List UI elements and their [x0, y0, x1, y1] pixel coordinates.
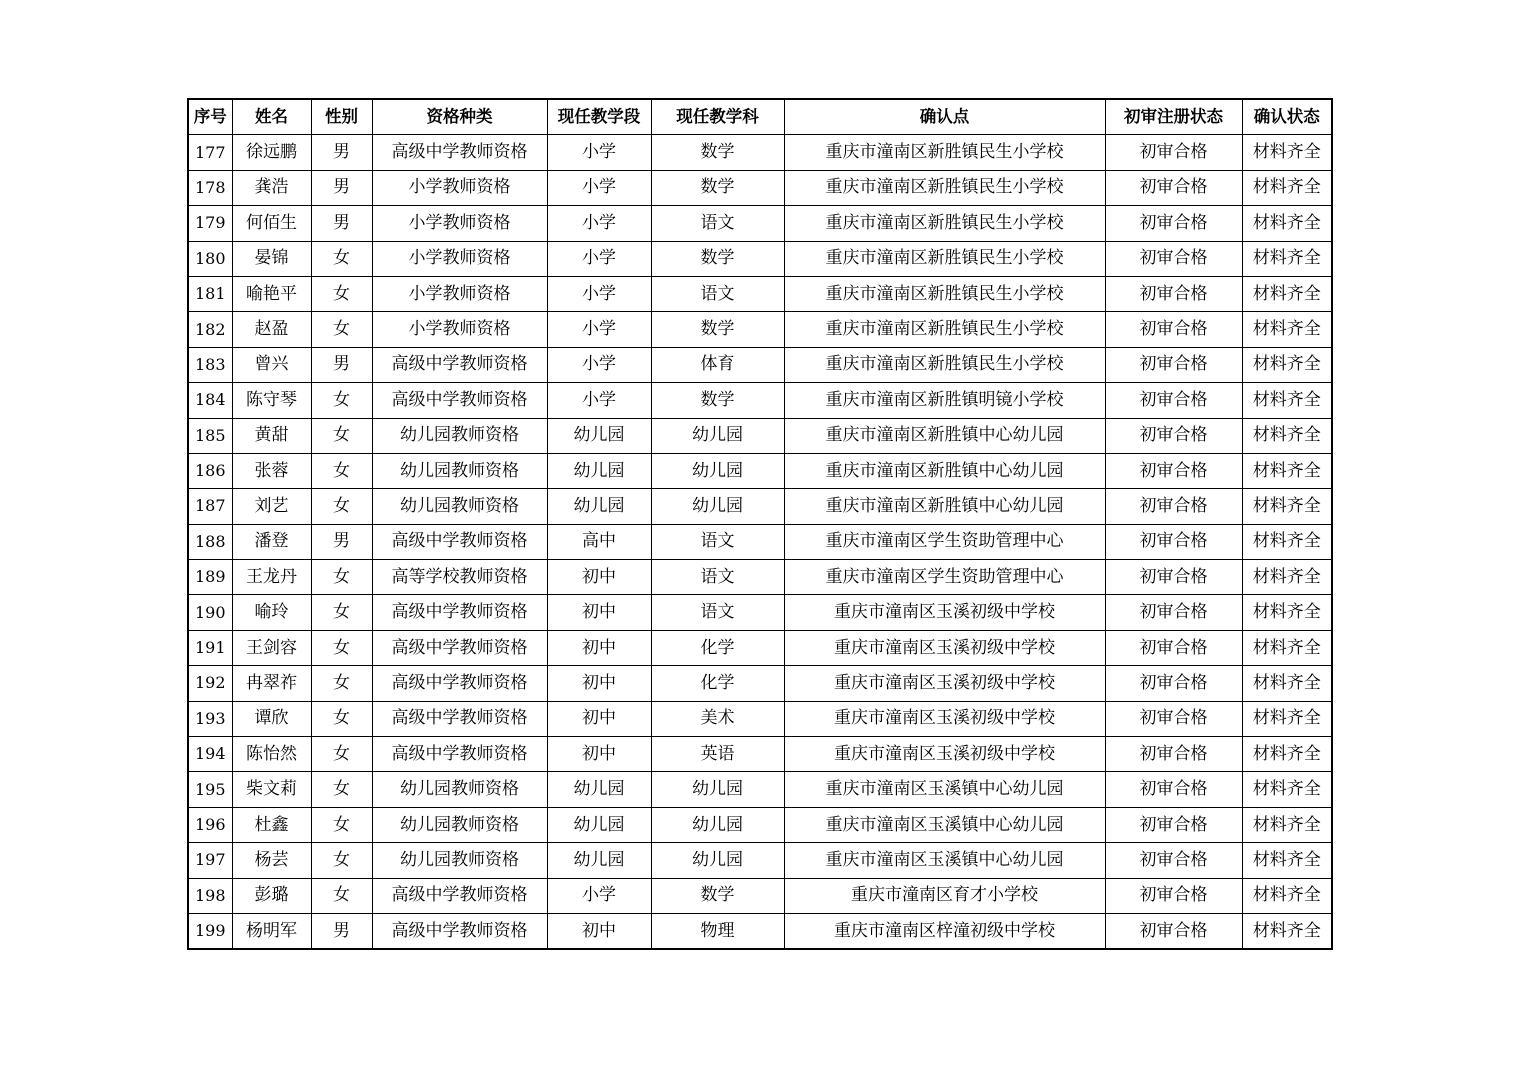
cell-name: 曾兴	[232, 347, 311, 382]
cell-seq: 178	[188, 170, 232, 205]
table-row	[188, 560, 1332, 595]
cell-teaching-subject: 幼儿园	[651, 453, 784, 488]
table-row	[188, 807, 1332, 842]
cell-review-status: 初审合格	[1105, 843, 1242, 878]
cell-review-status: 初审合格	[1105, 453, 1242, 488]
cell-teaching-stage: 初中	[547, 630, 651, 665]
cell-teaching-subject: 幼儿园	[651, 807, 784, 842]
cell-teaching-stage: 小学	[547, 347, 651, 382]
cell-name: 杜鑫	[232, 807, 311, 842]
cell-teaching-stage: 幼儿园	[547, 807, 651, 842]
cell-qualification: 小学教师资格	[372, 206, 547, 241]
cell-teaching-stage: 幼儿园	[547, 453, 651, 488]
cell-seq: 195	[188, 772, 232, 807]
cell-name: 刘艺	[232, 489, 311, 524]
cell-confirmation-point: 重庆市潼南区育才小学校	[784, 878, 1105, 913]
header-confirm-status: 确认状态	[1242, 99, 1332, 135]
cell-qualification: 高级中学教师资格	[372, 347, 547, 382]
cell-qualification: 高级中学教师资格	[372, 383, 547, 418]
cell-teaching-stage: 初中	[547, 737, 651, 772]
cell-confirm-status: 材料齐全	[1242, 170, 1332, 205]
cell-name: 晏锦	[232, 241, 311, 276]
cell-review-status: 初审合格	[1105, 772, 1242, 807]
cell-name: 何佰生	[232, 206, 311, 241]
cell-confirmation-point: 重庆市潼南区新胜镇民生小学校	[784, 312, 1105, 347]
cell-teaching-subject: 数学	[651, 383, 784, 418]
cell-name: 彭璐	[232, 878, 311, 913]
cell-review-status: 初审合格	[1105, 666, 1242, 701]
cell-teaching-subject: 化学	[651, 666, 784, 701]
cell-qualification: 幼儿园教师资格	[372, 807, 547, 842]
cell-teaching-stage: 幼儿园	[547, 418, 651, 453]
cell-qualification: 高级中学教师资格	[372, 913, 547, 949]
roster-body	[188, 135, 1332, 949]
table-row	[188, 913, 1332, 949]
cell-seq: 188	[188, 524, 232, 559]
table-row	[188, 170, 1332, 205]
cell-review-status: 初审合格	[1105, 135, 1242, 170]
table-row	[188, 347, 1332, 382]
cell-gender: 女	[311, 737, 372, 772]
cell-review-status: 初审合格	[1105, 913, 1242, 949]
cell-review-status: 初审合格	[1105, 276, 1242, 311]
cell-gender: 女	[311, 701, 372, 736]
cell-teaching-stage: 幼儿园	[547, 772, 651, 807]
table-row	[188, 772, 1332, 807]
cell-seq: 187	[188, 489, 232, 524]
cell-seq: 179	[188, 206, 232, 241]
cell-gender: 女	[311, 276, 372, 311]
cell-seq: 199	[188, 913, 232, 949]
cell-qualification: 幼儿园教师资格	[372, 772, 547, 807]
cell-confirmation-point: 重庆市潼南区新胜镇民生小学校	[784, 276, 1105, 311]
cell-qualification: 幼儿园教师资格	[372, 843, 547, 878]
cell-confirmation-point: 重庆市潼南区玉溪镇中心幼儿园	[784, 843, 1105, 878]
cell-name: 王龙丹	[232, 560, 311, 595]
cell-name: 喻玲	[232, 595, 311, 630]
header-qualification: 资格种类	[372, 99, 547, 135]
cell-gender: 女	[311, 489, 372, 524]
cell-confirmation-point: 重庆市潼南区玉溪初级中学校	[784, 630, 1105, 665]
cell-seq: 184	[188, 383, 232, 418]
cell-name: 杨明军	[232, 913, 311, 949]
cell-teaching-subject: 幼儿园	[651, 843, 784, 878]
cell-confirm-status: 材料齐全	[1242, 878, 1332, 913]
cell-gender: 女	[311, 807, 372, 842]
cell-qualification: 高级中学教师资格	[372, 524, 547, 559]
cell-seq: 185	[188, 418, 232, 453]
cell-name: 赵盈	[232, 312, 311, 347]
cell-review-status: 初审合格	[1105, 383, 1242, 418]
table-row	[188, 737, 1332, 772]
cell-teaching-subject: 数学	[651, 170, 784, 205]
table-row	[188, 418, 1332, 453]
cell-confirmation-point: 重庆市潼南区新胜镇中心幼儿园	[784, 489, 1105, 524]
cell-teaching-subject: 语文	[651, 206, 784, 241]
cell-gender: 女	[311, 560, 372, 595]
cell-name: 徐远鹏	[232, 135, 311, 170]
cell-gender: 男	[311, 524, 372, 559]
cell-qualification: 高级中学教师资格	[372, 737, 547, 772]
cell-qualification: 幼儿园教师资格	[372, 489, 547, 524]
table-row	[188, 489, 1332, 524]
table-row	[188, 206, 1332, 241]
cell-qualification: 高级中学教师资格	[372, 701, 547, 736]
cell-gender: 女	[311, 772, 372, 807]
cell-name: 张蓉	[232, 453, 311, 488]
cell-confirm-status: 材料齐全	[1242, 453, 1332, 488]
cell-teaching-stage: 高中	[547, 524, 651, 559]
cell-teaching-stage: 幼儿园	[547, 843, 651, 878]
table-row	[188, 276, 1332, 311]
cell-teaching-subject: 英语	[651, 737, 784, 772]
cell-review-status: 初审合格	[1105, 241, 1242, 276]
cell-confirm-status: 材料齐全	[1242, 418, 1332, 453]
cell-confirm-status: 材料齐全	[1242, 737, 1332, 772]
cell-review-status: 初审合格	[1105, 206, 1242, 241]
cell-teaching-stage: 小学	[547, 878, 651, 913]
table-row	[188, 878, 1332, 913]
cell-gender: 女	[311, 878, 372, 913]
cell-review-status: 初审合格	[1105, 630, 1242, 665]
cell-teaching-subject: 化学	[651, 630, 784, 665]
cell-seq: 190	[188, 595, 232, 630]
cell-review-status: 初审合格	[1105, 312, 1242, 347]
cell-teaching-stage: 初中	[547, 913, 651, 949]
table-row	[188, 630, 1332, 665]
cell-teaching-subject: 数学	[651, 241, 784, 276]
cell-teaching-subject: 数学	[651, 878, 784, 913]
cell-teaching-subject: 语文	[651, 524, 784, 559]
cell-confirm-status: 材料齐全	[1242, 383, 1332, 418]
cell-seq: 196	[188, 807, 232, 842]
cell-teaching-stage: 初中	[547, 666, 651, 701]
cell-qualification: 小学教师资格	[372, 241, 547, 276]
cell-confirmation-point: 重庆市潼南区新胜镇中心幼儿园	[784, 418, 1105, 453]
cell-confirm-status: 材料齐全	[1242, 312, 1332, 347]
cell-teaching-stage: 小学	[547, 241, 651, 276]
cell-confirm-status: 材料齐全	[1242, 595, 1332, 630]
cell-teaching-stage: 小学	[547, 170, 651, 205]
cell-review-status: 初审合格	[1105, 347, 1242, 382]
cell-confirmation-point: 重庆市潼南区梓潼初级中学校	[784, 913, 1105, 949]
cell-confirmation-point: 重庆市潼南区学生资助管理中心	[784, 560, 1105, 595]
cell-confirmation-point: 重庆市潼南区玉溪镇中心幼儿园	[784, 772, 1105, 807]
cell-seq: 186	[188, 453, 232, 488]
cell-gender: 男	[311, 135, 372, 170]
cell-name: 杨芸	[232, 843, 311, 878]
cell-gender: 女	[311, 312, 372, 347]
cell-confirm-status: 材料齐全	[1242, 630, 1332, 665]
cell-teaching-subject: 物理	[651, 913, 784, 949]
cell-seq: 192	[188, 666, 232, 701]
cell-qualification: 高级中学教师资格	[372, 135, 547, 170]
cell-teaching-stage: 初中	[547, 701, 651, 736]
cell-gender: 女	[311, 630, 372, 665]
cell-name: 陈守琴	[232, 383, 311, 418]
cell-teaching-stage: 小学	[547, 135, 651, 170]
cell-gender: 男	[311, 170, 372, 205]
table-row	[188, 843, 1332, 878]
roster-table	[187, 98, 1333, 950]
cell-confirmation-point: 重庆市潼南区新胜镇明镜小学校	[784, 383, 1105, 418]
cell-confirmation-point: 重庆市潼南区新胜镇民生小学校	[784, 241, 1105, 276]
cell-teaching-stage: 小学	[547, 276, 651, 311]
cell-seq: 189	[188, 560, 232, 595]
cell-confirmation-point: 重庆市潼南区玉溪初级中学校	[784, 595, 1105, 630]
header-name: 姓名	[232, 99, 311, 135]
cell-confirm-status: 材料齐全	[1242, 666, 1332, 701]
cell-name: 潘登	[232, 524, 311, 559]
cell-qualification: 幼儿园教师资格	[372, 453, 547, 488]
cell-teaching-stage: 初中	[547, 560, 651, 595]
cell-gender: 女	[311, 241, 372, 276]
cell-review-status: 初审合格	[1105, 489, 1242, 524]
cell-confirm-status: 材料齐全	[1242, 135, 1332, 170]
cell-seq: 183	[188, 347, 232, 382]
cell-confirm-status: 材料齐全	[1242, 843, 1332, 878]
cell-seq: 180	[188, 241, 232, 276]
cell-confirmation-point: 重庆市潼南区新胜镇民生小学校	[784, 135, 1105, 170]
cell-name: 谭欣	[232, 701, 311, 736]
cell-confirmation-point: 重庆市潼南区玉溪初级中学校	[784, 737, 1105, 772]
header-confirmation-point: 确认点	[784, 99, 1105, 135]
table-row	[188, 666, 1332, 701]
cell-teaching-stage: 小学	[547, 383, 651, 418]
cell-review-status: 初审合格	[1105, 878, 1242, 913]
cell-teaching-subject: 语文	[651, 560, 784, 595]
cell-qualification: 小学教师资格	[372, 276, 547, 311]
cell-teaching-subject: 幼儿园	[651, 418, 784, 453]
cell-qualification: 高级中学教师资格	[372, 666, 547, 701]
cell-seq: 194	[188, 737, 232, 772]
header-seq: 序号	[188, 99, 232, 135]
cell-gender: 女	[311, 418, 372, 453]
header-teaching-stage: 现任教学段	[547, 99, 651, 135]
cell-name: 王剑容	[232, 630, 311, 665]
cell-review-status: 初审合格	[1105, 737, 1242, 772]
cell-seq: 198	[188, 878, 232, 913]
cell-confirm-status: 材料齐全	[1242, 807, 1332, 842]
cell-teaching-subject: 体育	[651, 347, 784, 382]
cell-teaching-subject: 语文	[651, 595, 784, 630]
cell-confirmation-point: 重庆市潼南区玉溪镇中心幼儿园	[784, 807, 1105, 842]
cell-gender: 女	[311, 666, 372, 701]
cell-confirm-status: 材料齐全	[1242, 701, 1332, 736]
cell-seq: 182	[188, 312, 232, 347]
cell-name: 龚浩	[232, 170, 311, 205]
cell-review-status: 初审合格	[1105, 524, 1242, 559]
cell-qualification: 小学教师资格	[372, 170, 547, 205]
cell-gender: 女	[311, 383, 372, 418]
cell-teaching-subject: 数学	[651, 135, 784, 170]
cell-review-status: 初审合格	[1105, 560, 1242, 595]
header-row	[188, 99, 1332, 135]
cell-confirmation-point: 重庆市潼南区新胜镇民生小学校	[784, 206, 1105, 241]
table-row	[188, 312, 1332, 347]
cell-teaching-subject: 语文	[651, 276, 784, 311]
cell-confirmation-point: 重庆市潼南区新胜镇民生小学校	[784, 347, 1105, 382]
cell-name: 喻艳平	[232, 276, 311, 311]
cell-qualification: 小学教师资格	[372, 312, 547, 347]
cell-teaching-subject: 幼儿园	[651, 489, 784, 524]
cell-confirm-status: 材料齐全	[1242, 772, 1332, 807]
cell-gender: 女	[311, 595, 372, 630]
table-row	[188, 241, 1332, 276]
table-row	[188, 383, 1332, 418]
table-row	[188, 595, 1332, 630]
cell-confirmation-point: 重庆市潼南区玉溪初级中学校	[784, 666, 1105, 701]
cell-seq: 181	[188, 276, 232, 311]
cell-confirm-status: 材料齐全	[1242, 241, 1332, 276]
cell-review-status: 初审合格	[1105, 170, 1242, 205]
cell-seq: 193	[188, 701, 232, 736]
table-row	[188, 701, 1332, 736]
cell-confirm-status: 材料齐全	[1242, 560, 1332, 595]
cell-teaching-stage: 幼儿园	[547, 489, 651, 524]
cell-teaching-subject: 数学	[651, 312, 784, 347]
cell-confirm-status: 材料齐全	[1242, 913, 1332, 949]
cell-teaching-stage: 初中	[547, 595, 651, 630]
cell-review-status: 初审合格	[1105, 701, 1242, 736]
cell-confirm-status: 材料齐全	[1242, 276, 1332, 311]
cell-qualification: 幼儿园教师资格	[372, 418, 547, 453]
cell-qualification: 高级中学教师资格	[372, 878, 547, 913]
header-review-status: 初审注册状态	[1105, 99, 1242, 135]
cell-name: 黄甜	[232, 418, 311, 453]
cell-qualification: 高等学校教师资格	[372, 560, 547, 595]
cell-seq: 177	[188, 135, 232, 170]
cell-name: 柴文莉	[232, 772, 311, 807]
cell-confirmation-point: 重庆市潼南区新胜镇中心幼儿园	[784, 453, 1105, 488]
cell-seq: 197	[188, 843, 232, 878]
cell-review-status: 初审合格	[1105, 418, 1242, 453]
header-gender: 性别	[311, 99, 372, 135]
cell-gender: 女	[311, 843, 372, 878]
cell-seq: 191	[188, 630, 232, 665]
cell-review-status: 初审合格	[1105, 807, 1242, 842]
cell-confirmation-point: 重庆市潼南区新胜镇民生小学校	[784, 170, 1105, 205]
cell-confirm-status: 材料齐全	[1242, 524, 1332, 559]
cell-review-status: 初审合格	[1105, 595, 1242, 630]
table-row	[188, 135, 1332, 170]
cell-name: 冉翠祚	[232, 666, 311, 701]
cell-teaching-stage: 小学	[547, 206, 651, 241]
table-row	[188, 524, 1332, 559]
cell-teaching-subject: 幼儿园	[651, 772, 784, 807]
cell-qualification: 高级中学教师资格	[372, 595, 547, 630]
cell-teaching-stage: 小学	[547, 312, 651, 347]
cell-confirmation-point: 重庆市潼南区学生资助管理中心	[784, 524, 1105, 559]
header-teaching-subject: 现任教学科	[651, 99, 784, 135]
cell-confirm-status: 材料齐全	[1242, 489, 1332, 524]
cell-name: 陈怡然	[232, 737, 311, 772]
cell-gender: 男	[311, 206, 372, 241]
cell-teaching-subject: 美术	[651, 701, 784, 736]
cell-confirm-status: 材料齐全	[1242, 347, 1332, 382]
cell-confirmation-point: 重庆市潼南区玉溪初级中学校	[784, 701, 1105, 736]
cell-gender: 男	[311, 347, 372, 382]
table-row	[188, 453, 1332, 488]
cell-qualification: 高级中学教师资格	[372, 630, 547, 665]
cell-confirm-status: 材料齐全	[1242, 206, 1332, 241]
cell-gender: 女	[311, 453, 372, 488]
cell-gender: 男	[311, 913, 372, 949]
